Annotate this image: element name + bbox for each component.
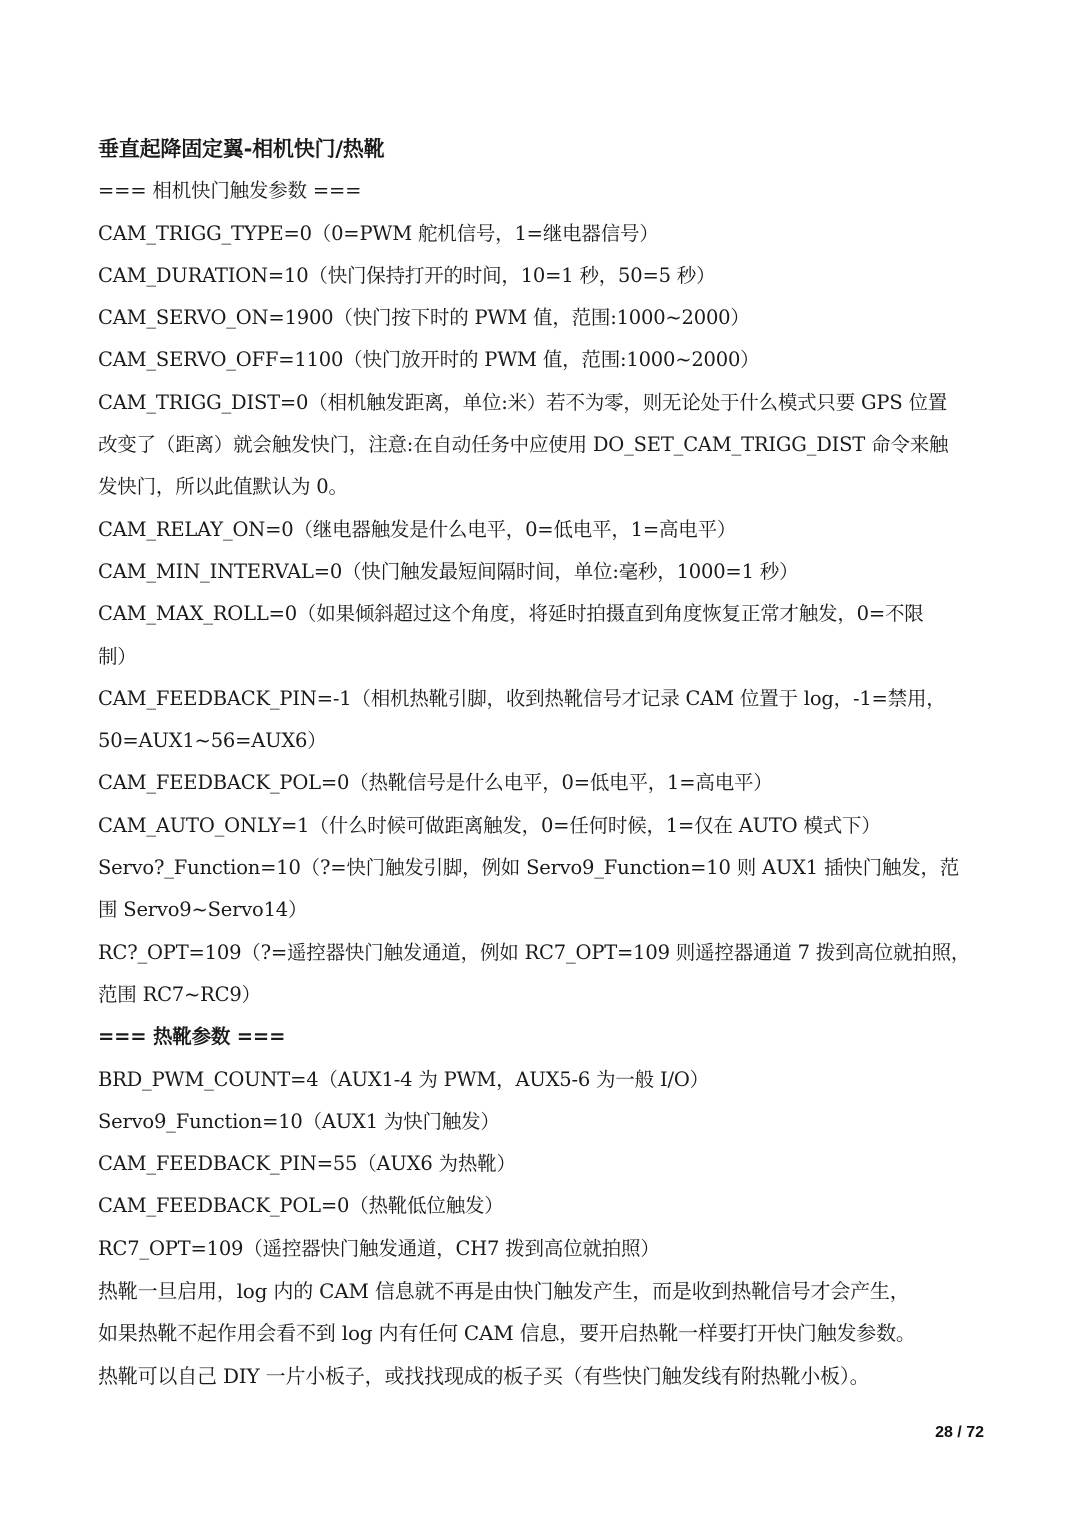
param-line: CAM_MIN_INTERVAL=0（快门触发最短间隔时间，单位:毫秒，1000=1 秒） [98, 559, 799, 583]
section-heading-hot-shoe: === 热靴参数 === [98, 1025, 286, 1049]
param-line: CAM_MAX_ROLL=0（如果倾斜超过这个角度，将延时拍摄直到角度恢复正常才触发，0=不限 [98, 602, 924, 626]
param-line: 围 Servo9~Servo14） [98, 898, 308, 922]
param-line: CAM_FEEDBACK_PIN=-1（相机热靴引脚，收到热靴信号才记录 CAM 位置于 log，-1=禁用， [98, 686, 946, 710]
param-line: CAM_SERVO_OFF=1100（快门放开时的 PWM 值，范围:1000~2000） [98, 348, 760, 372]
param-line: CAM_TRIGG_DIST=0（相机触发距离，单位:米）若不为零，则无论处于什么模式只要 GPS 位置 [98, 390, 948, 414]
param-line: CAM_TRIGG_TYPE=0（0=PWM 舵机信号，1=继电器信号） [98, 221, 659, 245]
param-line: Servo?_Function=10（?=快门触发引脚，例如 Servo9_Function=10 则 AUX1 插快门触发，范 [98, 856, 960, 880]
param-line: 发快门，所以此值默认为 0。 [98, 475, 348, 499]
param-line: 改变了（距离）就会触发快门，注意:在自动任务中应使用 DO_SET_CAM_TRIGG_DIST 命令来触 [98, 433, 949, 457]
param-line: CAM_FEEDBACK_POL=0（热靴低位触发） [98, 1194, 504, 1218]
param-line: CAM_AUTO_ONLY=1（什么时候可做距离触发，0=任何时候，1=仅在 AUTO 模式下） [98, 813, 881, 837]
param-line: CAM_SERVO_ON=1900（快门按下时的 PWM 值，范围:1000~2000） [98, 306, 750, 330]
section-heading-camera-trigger: === 相机快门触发参数 === [98, 179, 362, 203]
param-line: CAM_FEEDBACK_PIN=55（AUX6 为热靴） [98, 1152, 516, 1176]
param-line: 制） [98, 644, 137, 668]
document-body [98, 128, 984, 1397]
param-line: 范围 RC7~RC9） [98, 982, 261, 1006]
paragraph-line: 热靴可以自己 DIY 一片小板子，或找找现成的板子买（有些快门触发线有附热靴小板）。 [98, 1363, 870, 1388]
paragraph-line: 热靴一旦启用，log 内的 CAM 信息就不再是由快门触发产生，而是收到热靴信号才会产生， [98, 1279, 910, 1304]
paragraph-line: 如果热靴不起作用会看不到 log 内有任何 CAM 信息，要开启热靴一样要打开快门触发参数。 [98, 1321, 916, 1346]
param-line: CAM_FEEDBACK_POL=0（热靴信号是什么电平，0=低电平，1=高电平） [98, 771, 773, 795]
param-line: RC7_OPT=109（遥控器快门触发通道，CH7 拨到高位就拍照） [98, 1236, 660, 1260]
page-title: 垂直起降固定翼-相机快门/热靴 [98, 137, 385, 161]
page-number: 28 / 72 [935, 1424, 984, 1441]
param-line: BRD_PWM_COUNT=4（AUX1-4 为 PWM，AUX5-6 为一般 I/O） [98, 1067, 709, 1091]
param-line: CAM_RELAY_ON=0（继电器触发是什么电平，0=低电平，1=高电平） [98, 517, 737, 541]
param-line: RC?_OPT=109（?=遥控器快门触发通道，例如 RC7_OPT=109 则遥控器通道 7 拨到高位就拍照， [98, 940, 971, 964]
param-line: Servo9_Function=10（AUX1 为快门触发） [98, 1109, 500, 1133]
param-line: CAM_DURATION=10（快门保持打开的时间，10=1 秒，50=5 秒） [98, 263, 716, 287]
param-line: 50=AUX1~56=AUX6） [98, 729, 327, 753]
